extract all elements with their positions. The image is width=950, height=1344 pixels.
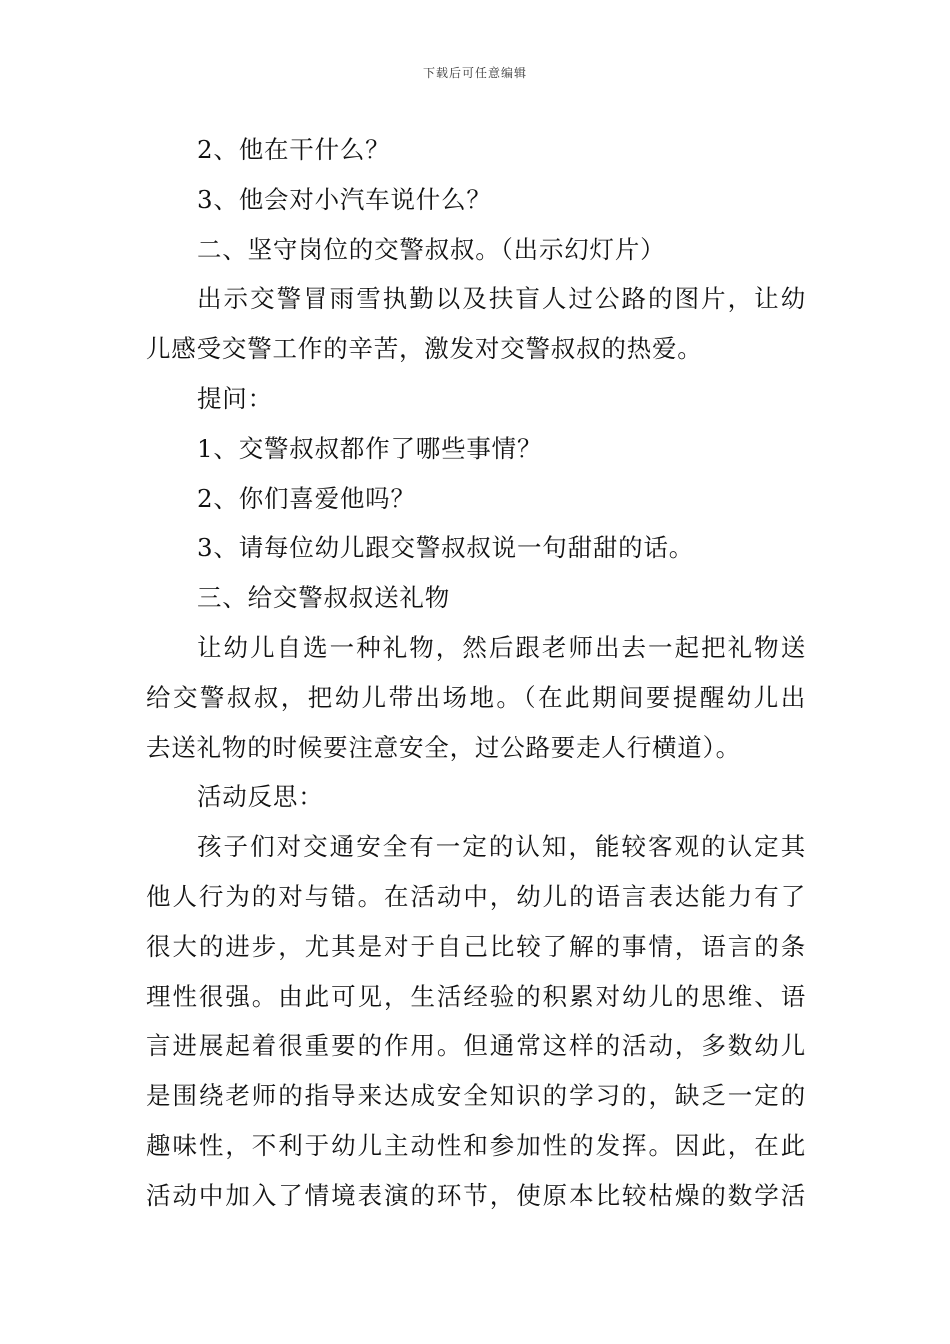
paragraph-line: 给交警叔叔，把幼儿带出场地。（在此期间要提醒幼儿出 [146,682,806,712]
paragraph-line: 很大的进步，尤其是对于自己比较了解的事情，语言的条 [146,931,806,961]
paragraph-line: 理性很强。由此可见，生活经验的积累对幼儿的思维、语 [146,981,806,1011]
paragraph-line: 他人行为的对与错。在活动中，幼儿的语言表达能力有了 [146,881,806,911]
paragraph-line: 活动中加入了情境表演的环节，使原本比较枯燥的数学活 [146,1180,806,1210]
page-header-note: 下载后可任意编辑 [422,66,527,80]
document-body [146,125,806,1221]
paragraph-line: 孩子们对交通安全有一定的认知，能较客观的认定其 [197,832,806,862]
paragraph-line: 是围绕老师的指导来达成安全知识的学习的，缺乏一定的 [146,1081,806,1111]
paragraph-line: 言进展起着很重要的作用。但通常这样的活动，多数幼儿 [146,1031,806,1061]
paragraph-line: 出示交警冒雨雪执勤以及扶盲人过公路的图片，让幼 [197,284,806,314]
reflection-heading: 活动反思： [197,782,324,812]
paragraph-line: 趣味性，不利于幼儿主动性和参加性的发挥。因此，在此 [146,1130,806,1160]
paragraph-line: 让幼儿自选一种礼物，然后跟老师出去一起把礼物送 [197,632,806,662]
paragraph-line: 去送礼物的时候要注意安全，过公路要走人行横道）。 [146,732,741,762]
question-item-3: 3、请每位幼儿跟交警叔叔说一句甜甜的话。 [197,533,695,563]
question-line-2: 2、他在干什么？ [197,135,391,164]
section-heading-2: 二、坚守岗位的交警叔叔。（出示幻灯片） [197,234,666,264]
paragraph-line: 儿感受交警工作的辛苦，激发对交警叔叔的热爱。 [146,334,703,364]
questions-label: 提问： [197,383,273,413]
question-item-2: 2、你们喜爱他吗？ [197,483,416,513]
question-line-3: 3、他会对小汽车说什么？ [197,184,492,214]
question-item-1: 1、交警叔叔都作了哪些事情？ [197,433,543,463]
section-heading-3: 三、给交警叔叔送礼物 [197,583,450,613]
